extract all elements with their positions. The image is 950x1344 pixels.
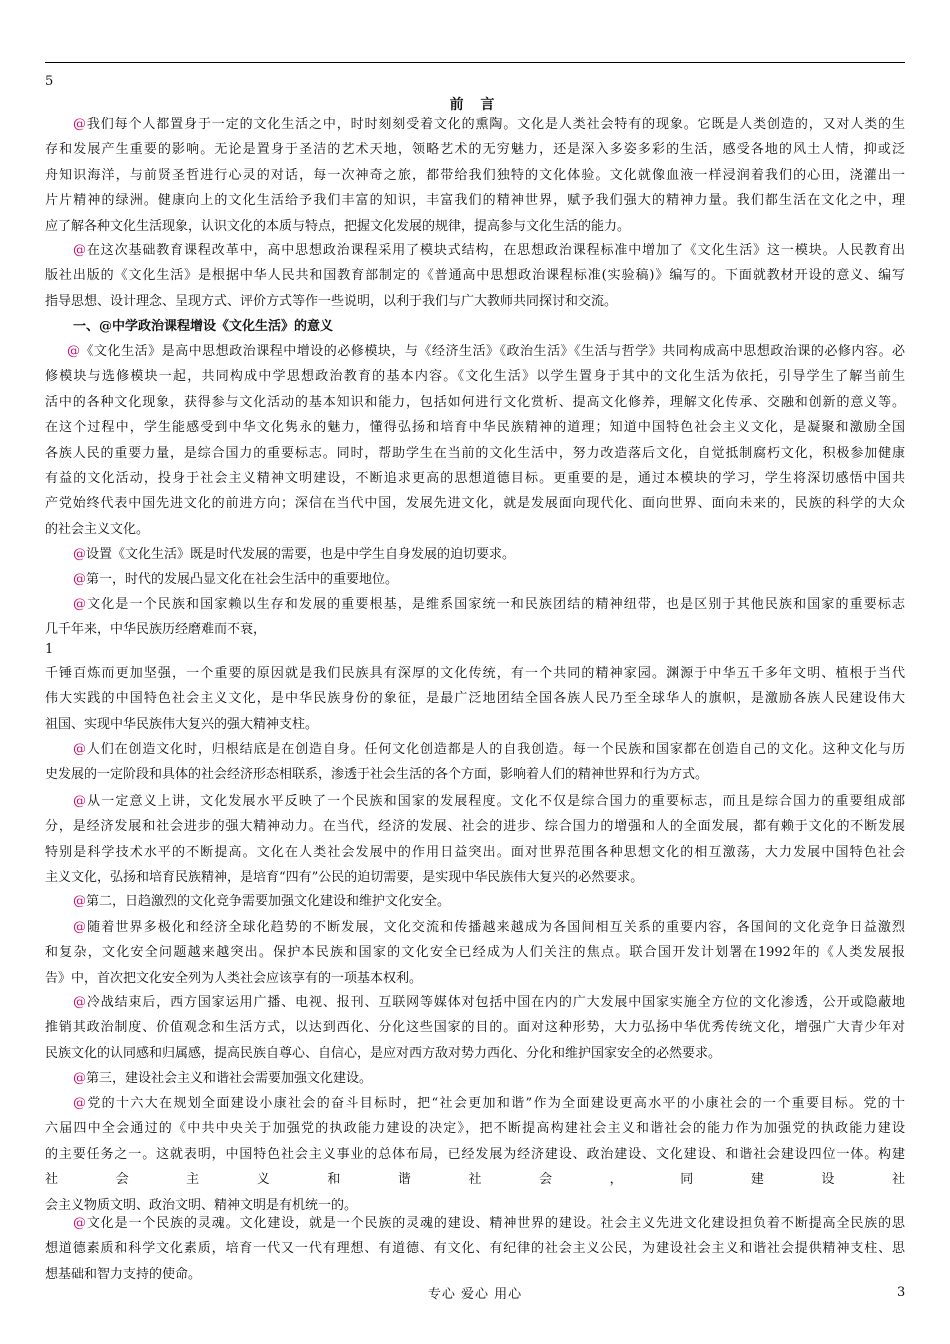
paragraph-marker: @ (73, 572, 86, 587)
paragraph-line (45, 219, 905, 235)
paragraph-line (45, 1241, 905, 1257)
paragraph-marker: @ (73, 920, 86, 935)
paragraph-line (45, 971, 905, 987)
paragraph-text: 文化是一个民族和国家赖以生存和发展的重要根基，是维系国家统一和民族团结的精神纽带，也是区别于其他民族和国家的重要标志 (86, 597, 905, 612)
paragraph-text: 应了解各种文化生活现象，认识文化的本质与特点，把握文化发展的规律，提高参与文化生活的能力。 (45, 219, 631, 234)
paragraph-text: 想道德素质和科学文化素质，培育一代又一代有理想、有道德、有文化、有纪律的社会主义公民，为建设社会主义和谐社会提供精神支柱、思 (45, 1241, 905, 1256)
paragraph-marker: @ (73, 547, 86, 562)
paragraph-marker: @ (73, 243, 86, 258)
paragraph-marker: @ (73, 894, 86, 909)
header-rule (45, 62, 905, 63)
paragraph-line (45, 446, 905, 462)
paragraph-line (45, 142, 905, 158)
paragraph-line (45, 717, 905, 733)
paragraph-line (45, 995, 905, 1011)
paragraph-text: 在这个过程中，学生能感受到中华文化隽永的魅力，懂得弘扬和培育中华民族精神的道理；知道中国特色社会主义文化，是凝聚和激励全国 (45, 420, 905, 435)
paragraph-marker: @ (73, 1096, 86, 1111)
paragraph-text: 冷战结束后，西方国家运用广播、电视、报刊、互联网等媒体对包括中国在内的广大发展中国家实施全方位的文化渗透，公开或隐蔽地 (86, 995, 905, 1010)
paragraph-line (45, 1046, 905, 1062)
paragraph-text: 的主要任务之一。这就表明，中国特色社会主义事业的总体布局，已经发展为经济建设、政治建设、文化建设、和谐社会建设四位一体。构建 (45, 1147, 905, 1162)
paragraph-line (45, 819, 905, 835)
paragraph-line (45, 1198, 905, 1214)
paragraph-text: 和复杂，文化安全问题越来越突出。保护本民族和国家的文化安全已经成为人们关注的焦点。联合国开发计划署在1992年的《人类发展报 (45, 945, 905, 960)
paragraph-text: 告》中，首次把文化安全列为人类社会应该享有的一项基本权利。 (45, 971, 423, 986)
paragraph-line (45, 920, 905, 936)
paragraph-line (45, 395, 905, 411)
paragraph-line (45, 1020, 905, 1036)
paragraph-line (45, 522, 905, 538)
paragraph-text: 有益的文化活动，投身于社会主义精神文明建设，不断追求更高的思想道德目标。更重要的是，通过本模块的学习，学生将深切感悟中国共 (45, 471, 905, 486)
paragraph-text: 指导思想、设计理念、呈现方式、评价方式等作一些说明，以利于我们与广大教师共同探讨和交流。 (45, 294, 618, 309)
paragraph-line (45, 117, 905, 133)
paragraph-line (45, 597, 905, 613)
paragraph-text: 祖国、实现中华民族伟大复兴的强大精神支柱。 (45, 717, 319, 732)
paragraph-text: 社会主义和谐社会，同建设社 (45, 1172, 905, 1187)
paragraph-text: 第一，时代的发展凸显文化在社会生活中的重要地位。 (86, 572, 399, 587)
paragraph-line (45, 1216, 905, 1232)
paragraph-line (45, 622, 905, 638)
paragraph-text: 特别是科学技术水平的不断提高。文化在人类社会发展中的作用日益突出。面对世界范围各种思想文化的相互激荡，大力发展中国特色社会 (45, 845, 905, 860)
paragraph-text: 我们每个人都置身于一定的文化生活之中，时时刻刻受着文化的熏陶。文化是人类社会特有的现象。它既是人类创造的，又对人类的生 (86, 117, 905, 132)
paragraph-text: 各族人民的重要力量，是综合国力的重要标志。同时，帮助学生在当前的文化生活中，努力改造落后文化，自觉抵制腐朽文化，积极参加健康 (45, 446, 905, 461)
paragraph-text: 的社会主义文化。 (45, 522, 150, 537)
section-heading: 一、@中学政治课程增设《文化生活》的意义 (73, 319, 334, 334)
paragraph-line (45, 369, 905, 385)
paragraph-line (45, 294, 905, 310)
paragraph-line (45, 572, 905, 588)
paragraph-line (45, 496, 905, 512)
paragraph-text: 版社出版的《文化生活》是根据中华人民共和国教育部制定的《普通高中思想政治课程标准(实验稿)》编写的。下面就教材开设的意义、编写 (45, 268, 905, 283)
paragraph-text: 产党始终代表中国先进文化的前进方向；深信在当代中国，发展先进文化，就是发展面向现代化、面向世界、面向未来的，民族的科学的大众 (45, 496, 905, 511)
paragraph-text: 第二，日趋激烈的文化竞争需要加强文化建设和维护文化安全。 (86, 894, 451, 909)
paragraph-line (45, 767, 905, 783)
paragraph-line (45, 547, 905, 563)
paragraph-line (45, 845, 905, 861)
paragraph-text: 片片精神的绿洲。健康向上的文化生活给予我们丰富的知识，丰富我们的精神世界，赋予我们强大的精神力量。我们都生活在文化之中，理 (45, 193, 905, 208)
paragraph-line (45, 742, 905, 758)
footer-page-number: 3 (897, 1285, 906, 1300)
page-title: 前 言 (449, 97, 501, 113)
paragraph-line (45, 1096, 905, 1112)
paragraph-text: 文化是一个民族的灵魂。文化建设，就是一个民族的灵魂的建设、精神世界的建设。社会主义先进文化建设担负着不断提高全民族的思 (86, 1216, 905, 1231)
paragraph-line (45, 1267, 905, 1283)
paragraph-line (45, 691, 905, 707)
paragraph-text: 从一定意义上讲，文化发展水平反映了一个民族和国家的发展程度。文化不仅是综合国力的重要标志，而且是综合国力的重要组成部 (86, 794, 905, 809)
paragraph-text: 第三，建设社会主义和谐社会需要加强文化建设。 (86, 1071, 373, 1086)
header-page-number: 5 (45, 74, 54, 89)
paragraph-line (45, 870, 905, 886)
paragraph-line (45, 666, 905, 682)
paragraph-text: 推销其政治制度、价值观念和生活方式，以达到西化、分化这些国家的目的。面对这种形势，大力弘扬中华优秀传统文化，增强广大青少年对 (45, 1020, 905, 1035)
paragraph-marker: @ (67, 344, 80, 359)
paragraph-line (45, 794, 905, 810)
paragraph-text: 想基础和智力支持的使命。 (45, 1267, 202, 1282)
footer-motto: 专心 爱心 用心 (427, 1287, 523, 1302)
paragraph-text: 民族文化的认同感和归属感，提高民族自尊心、自信心，是应对西方敌对势力西化、分化和维护国家安全的必然要求。 (45, 1046, 722, 1061)
paragraph-text: 千锤百炼而更加坚强，一个重要的原因就是我们民族具有深厚的文化传统，有一个共同的精神家园。渊源于中华五千多年文明、植根于当代 (45, 666, 905, 681)
paragraph-text: 分，是经济发展和社会进步的强大精神动力。在当代，经济的发展、社会的进步、综合国力的增强和人的全面发展，都有赖于文化的不断发展 (45, 819, 905, 834)
paragraph-line (45, 243, 905, 259)
paragraph-text: 主义文化，弘扬和培育民族精神，是培育“四有”公民的迫切需要，是实现中华民族伟大复兴的必然要求。 (45, 870, 644, 885)
paragraph-line (45, 420, 905, 436)
page-break-number: 1 (45, 642, 54, 657)
paragraph-text: 党的十六大在规划全面建设小康社会的奋斗目标时，把“社会更加和谐”作为全面建设更高水平的小康社会的一个重要目标。党的十 (86, 1096, 905, 1111)
paragraph-line (45, 1172, 905, 1188)
paragraph-text: 活中的各种文化现象，获得参与文化活动的基本知识和能力，包括如何进行文化赏析、提高文化修养，理解文化传承、交融和创新的意义等。 (45, 395, 905, 410)
paragraph-text: 设置《文化生活》既是时代发展的需要，也是中学生自身发展的迫切要求。 (86, 547, 516, 562)
paragraph-text: 几千年来，中华民族历经磨难而不衰， (45, 622, 267, 637)
paragraph-text: 人们在创造文化时，归根结底是在创造自身。任何文化创造都是人的自我创造。每一个民族和国家都在创造自己的文化。这种文化与历 (86, 742, 905, 757)
paragraph-text: 伟大实践的中国特色社会主义文化，是中华民族身份的象征，是最广泛地团结全国各族人民乃至全球华人的旗帜，是激励各族人民建设伟大 (45, 691, 905, 706)
paragraph-line (45, 1147, 905, 1163)
paragraph-text: 会主义物质文明、政治文明、精神文明是有机统一的。 (45, 1198, 358, 1213)
paragraph-marker: @ (73, 794, 86, 809)
paragraph-line (45, 945, 905, 961)
paragraph-line (45, 168, 905, 184)
paragraph-line (45, 193, 905, 209)
paragraph-marker: @ (73, 1216, 86, 1231)
paragraph-line (45, 471, 905, 487)
paragraph-line (45, 894, 905, 910)
paragraph-text: 在这次基础教育课程改革中，高中思想政治课程采用了模块式结构，在思想政治课程标准中增加了《文化生活》这一模块。人民教育出 (86, 243, 905, 258)
paragraph-marker: @ (73, 742, 86, 757)
paragraph-marker: @ (73, 597, 86, 612)
paragraph-line (45, 344, 905, 360)
paragraph-line (45, 1071, 905, 1087)
paragraph-line (45, 1121, 905, 1137)
paragraph-text: 史发展的一定阶段和具体的社会经济形态相联系，渗透于社会生活的各个方面，影响着人们的精神世界和行为方式。 (45, 767, 709, 782)
paragraph-text: 《文化生活》是高中思想政治课程中增设的必修模块，与《经济生活》《政治生活》《生活与哲学》共同构成高中思想政治课的必修内容。必 (80, 344, 905, 359)
paragraph-text: 修模块与选修模块一起，共同构成中学思想政治教育的基本内容。《文化生活》以学生置身于其中的文化生活为依托，引导学生了解当前生 (45, 369, 905, 384)
paragraph-text: 六届四中全会通过的《中共中央关于加强党的执政能力建设的决定》，把不断提高构建社会主义和谐社会的能力作为加强党的执政能力建设 (45, 1121, 905, 1136)
paragraph-text: 存和发展产生重要的影响。无论是置身于圣洁的艺术天地，领略艺术的无穷魅力，还是深入多姿多彩的生活，感受各地的风土人情，抑或泛 (45, 142, 905, 157)
paragraph-marker: @ (73, 1071, 86, 1086)
paragraph-marker: @ (73, 117, 86, 132)
paragraph-text: 随着世界多极化和经济全球化趋势的不断发展，文化交流和传播越来越成为各国间相互关系的重要内容，各国间的文化竞争日益激烈 (86, 920, 905, 935)
paragraph-line (45, 268, 905, 284)
paragraph-marker: @ (73, 995, 86, 1010)
paragraph-text: 舟知识海洋，与前贤圣哲进行心灵的对话，每一次神奇之旅，都带给我们独特的文化体验。文化就像血液一样浸润着我们的心田，浇灌出一 (45, 168, 905, 183)
